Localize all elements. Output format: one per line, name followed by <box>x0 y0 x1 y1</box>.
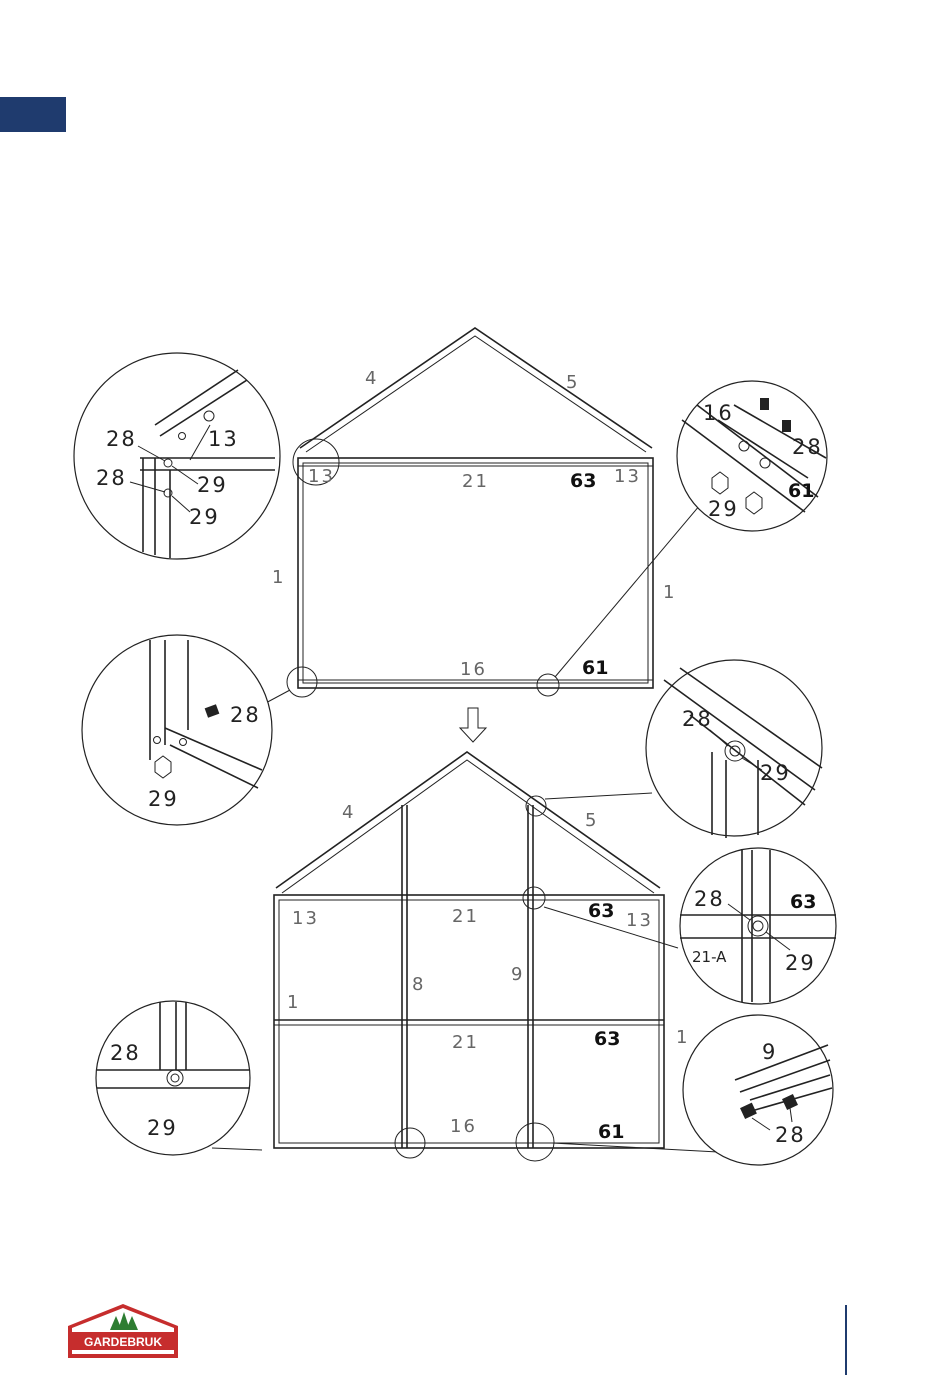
bottom-frame <box>212 752 718 1161</box>
part-label-1-right: 1 <box>663 582 677 603</box>
part-label-4: 4 <box>342 802 356 823</box>
part-label-61: 61 <box>582 657 609 679</box>
part-label-16: 16 <box>460 659 487 680</box>
part-label-5: 5 <box>585 810 599 831</box>
part-label-29: 29 <box>197 473 228 497</box>
part-label-13-right: 13 <box>626 910 653 931</box>
part-label-28: 28 <box>792 435 823 459</box>
part-label-29: 29 <box>147 1116 178 1140</box>
part-label-1-left: 1 <box>272 567 286 588</box>
part-label-13-right: 13 <box>614 466 641 487</box>
part-label-21-upper: 21 <box>452 906 479 927</box>
part-label-13-left: 13 <box>292 908 319 929</box>
detail-right-cross-joint <box>680 848 836 1004</box>
part-label-4: 4 <box>365 368 379 389</box>
part-label-9: 9 <box>511 964 525 985</box>
part-label-28: 28 <box>682 707 713 731</box>
page-divider <box>845 1305 847 1375</box>
part-label-28: 28 <box>110 1041 141 1065</box>
part-label-29: 29 <box>785 951 816 975</box>
top-frame <box>262 328 700 705</box>
part-label-1-left: 1 <box>287 992 301 1013</box>
part-label-61: 61 <box>788 480 815 502</box>
part-label-61: 61 <box>598 1121 625 1143</box>
part-label-21: 21 <box>462 471 489 492</box>
part-label-16: 16 <box>450 1116 477 1137</box>
part-label-13-left: 13 <box>308 466 335 487</box>
part-label-63: 63 <box>790 891 817 913</box>
part-label-9: 9 <box>762 1040 778 1064</box>
part-label-28: 28 <box>694 887 725 911</box>
detail-left-bottom <box>96 1001 250 1155</box>
part-label-29: 29 <box>760 761 791 785</box>
part-label-21-lower: 21 <box>452 1032 479 1053</box>
gardebruk-logo <box>66 1302 180 1360</box>
detail-right-roof-joint <box>646 660 822 838</box>
part-label-63-lower: 63 <box>594 1028 621 1050</box>
part-label-29: 29 <box>189 505 220 529</box>
part-label-21-a: 21-A <box>692 948 727 966</box>
detail-left-middle <box>82 635 272 825</box>
part-label-63: 63 <box>570 470 597 492</box>
detail-right-bottom <box>683 1015 833 1165</box>
detail-top-left <box>74 353 280 559</box>
part-label-16: 16 <box>703 401 734 425</box>
part-label-29: 29 <box>148 787 179 811</box>
part-label-1-right: 1 <box>676 1027 690 1048</box>
part-label-8: 8 <box>412 974 426 995</box>
part-label-28: 28 <box>775 1123 806 1147</box>
part-label-29: 29 <box>708 497 739 521</box>
part-label-5: 5 <box>566 372 580 393</box>
brand-name: GARDEBRUK <box>84 1335 162 1349</box>
part-label-28: 28 <box>106 427 137 451</box>
part-label-28: 28 <box>230 703 261 727</box>
part-label-28: 28 <box>96 466 127 490</box>
part-label-63-upper: 63 <box>588 900 615 922</box>
part-label-13: 13 <box>208 427 239 451</box>
down-arrow-icon <box>460 708 486 742</box>
detail-top-right <box>677 381 827 531</box>
